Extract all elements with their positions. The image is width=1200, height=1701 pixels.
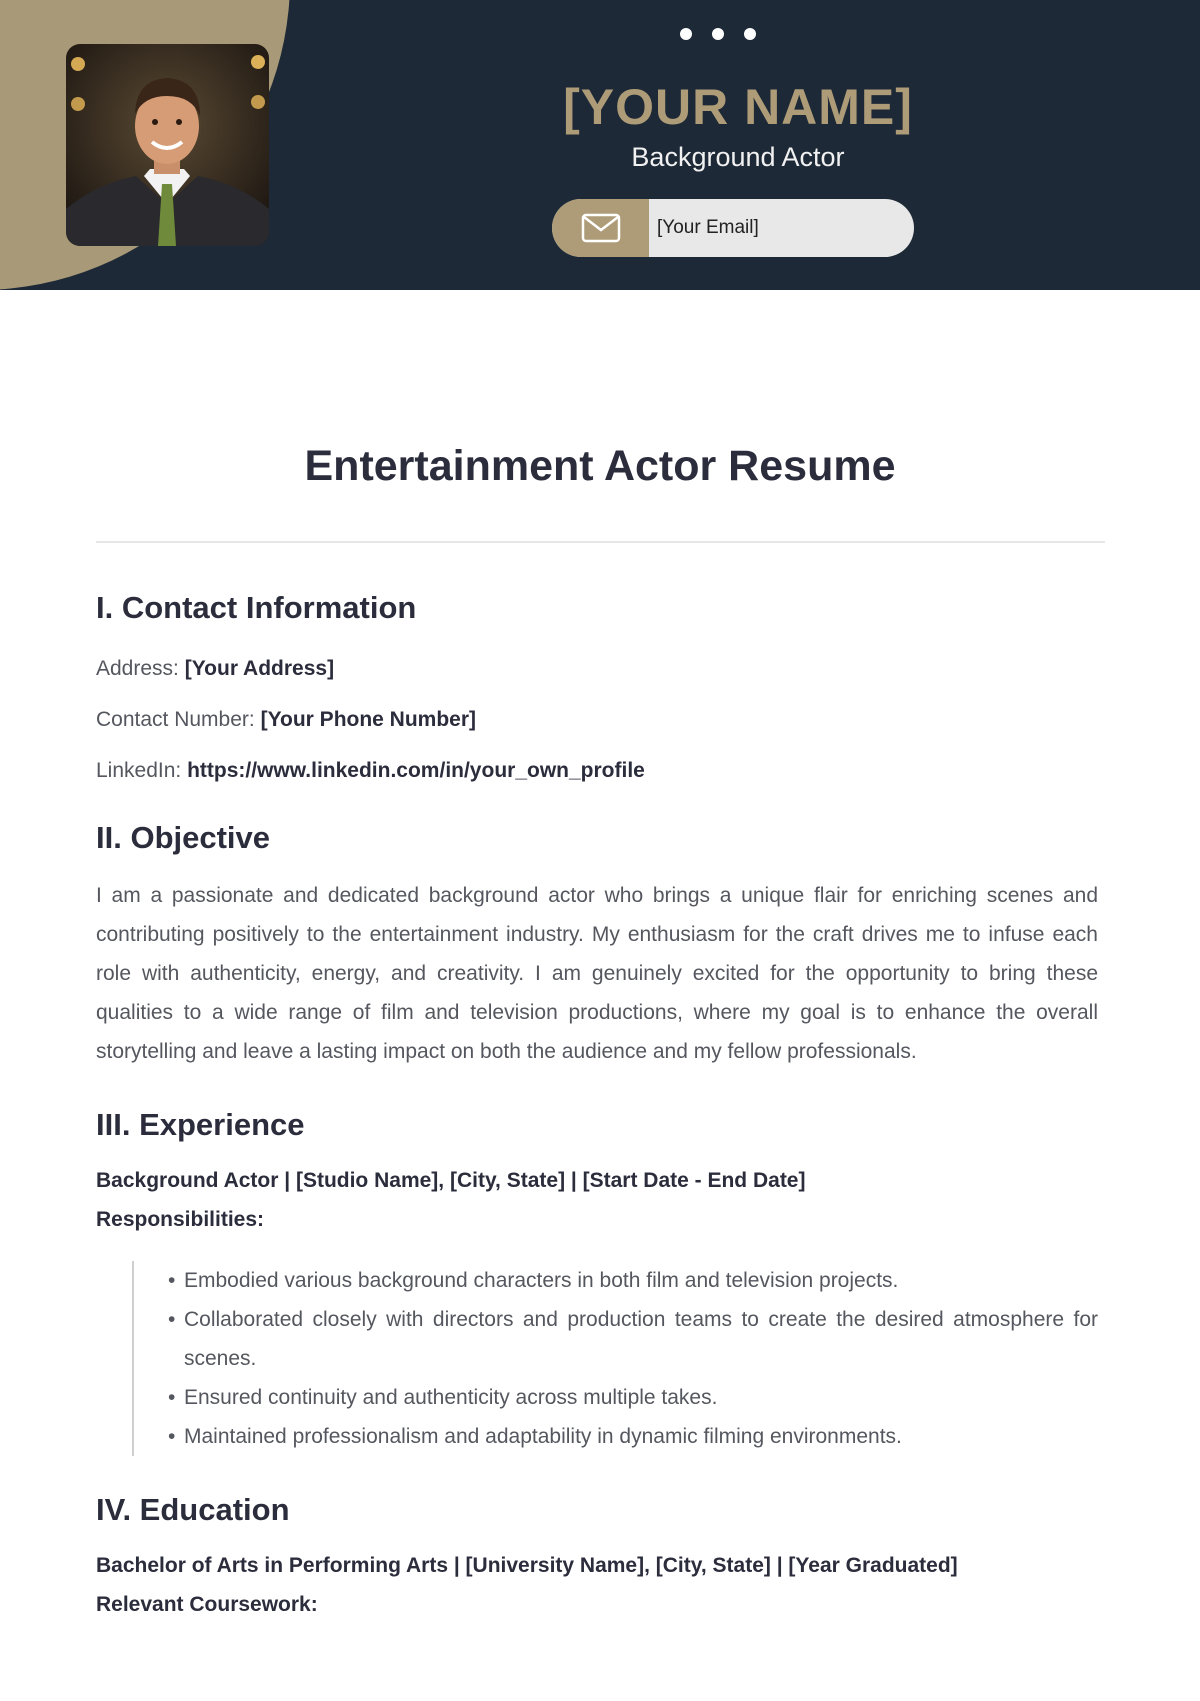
divider: [96, 541, 1105, 543]
address-value: [Your Address]: [184, 657, 335, 680]
dot-icon: [680, 28, 692, 40]
linkedin-label: LinkedIn:: [96, 759, 188, 782]
header-banner: [0, 0, 1200, 290]
responsibilities-label: Responsibilities:: [96, 1208, 265, 1231]
email-text: [Your Email]: [657, 217, 759, 238]
list-item: • Maintained professionalism and adaptability in dynamic filming environments.: [168, 1417, 1098, 1456]
envelope-icon: [552, 199, 649, 257]
phone-value: [Your Phone Number]: [260, 708, 477, 731]
coursework-label: Relevant Coursework:: [96, 1593, 318, 1616]
linkedin-line: [96, 745, 1098, 796]
list-item: • Ensured continuity and authenticity across multiple takes.: [168, 1378, 1098, 1417]
list-item: • Embodied various background characters in both film and television projects.: [168, 1261, 1098, 1300]
address-line: [96, 643, 1098, 694]
resume-content: [96, 590, 1098, 1624]
linkedin-value: https://www.linkedin.com/in/your_own_profile: [187, 759, 645, 782]
contact-heading: I. Contact Information: [96, 590, 417, 625]
objective-heading: II. Objective: [96, 820, 271, 855]
profile-photo: [66, 44, 269, 246]
education-heading: IV. Education: [96, 1492, 290, 1527]
dots-decoration: [680, 28, 756, 40]
experience-heading: III. Experience: [96, 1107, 305, 1142]
degree-line: Bachelor of Arts in Performing Arts | [University Name], [City, State] | [Year Graduated]: [96, 1554, 958, 1577]
job-title: Background Actor | [Studio Name], [City, State] | [Start Date - End Date]: [96, 1169, 806, 1192]
responsibilities-list: [132, 1261, 1098, 1456]
email-badge: [552, 199, 914, 257]
candidate-role: Background Actor: [631, 142, 845, 172]
contact-section: [96, 643, 1098, 796]
candidate-name: [YOUR NAME]: [563, 79, 913, 135]
address-label: Address:: [96, 657, 185, 680]
objective-text: I am a passionate and dedicated background actor who brings a unique flair for enriching scenes and contributing positively to the entertainment industry. My enthusiasm for the craft drives me to infuse each role with authenticity, energy, and creativity. I am genuinely excited for the opportunity to bring these qualities to a wide range of film and television productions, where my goal is to enhance the overall storytelling and leave a lasting impact on both the audience and my fellow professionals.: [96, 884, 1098, 1063]
document-title: Entertainment Actor Resume: [304, 442, 896, 490]
list-item: • Collaborated closely with directors and production teams to create the desired atmosphere for scenes.: [168, 1300, 1098, 1378]
phone-line: [96, 694, 1098, 745]
dot-icon: [744, 28, 756, 40]
dot-icon: [712, 28, 724, 40]
phone-label: Contact Number:: [96, 708, 261, 731]
